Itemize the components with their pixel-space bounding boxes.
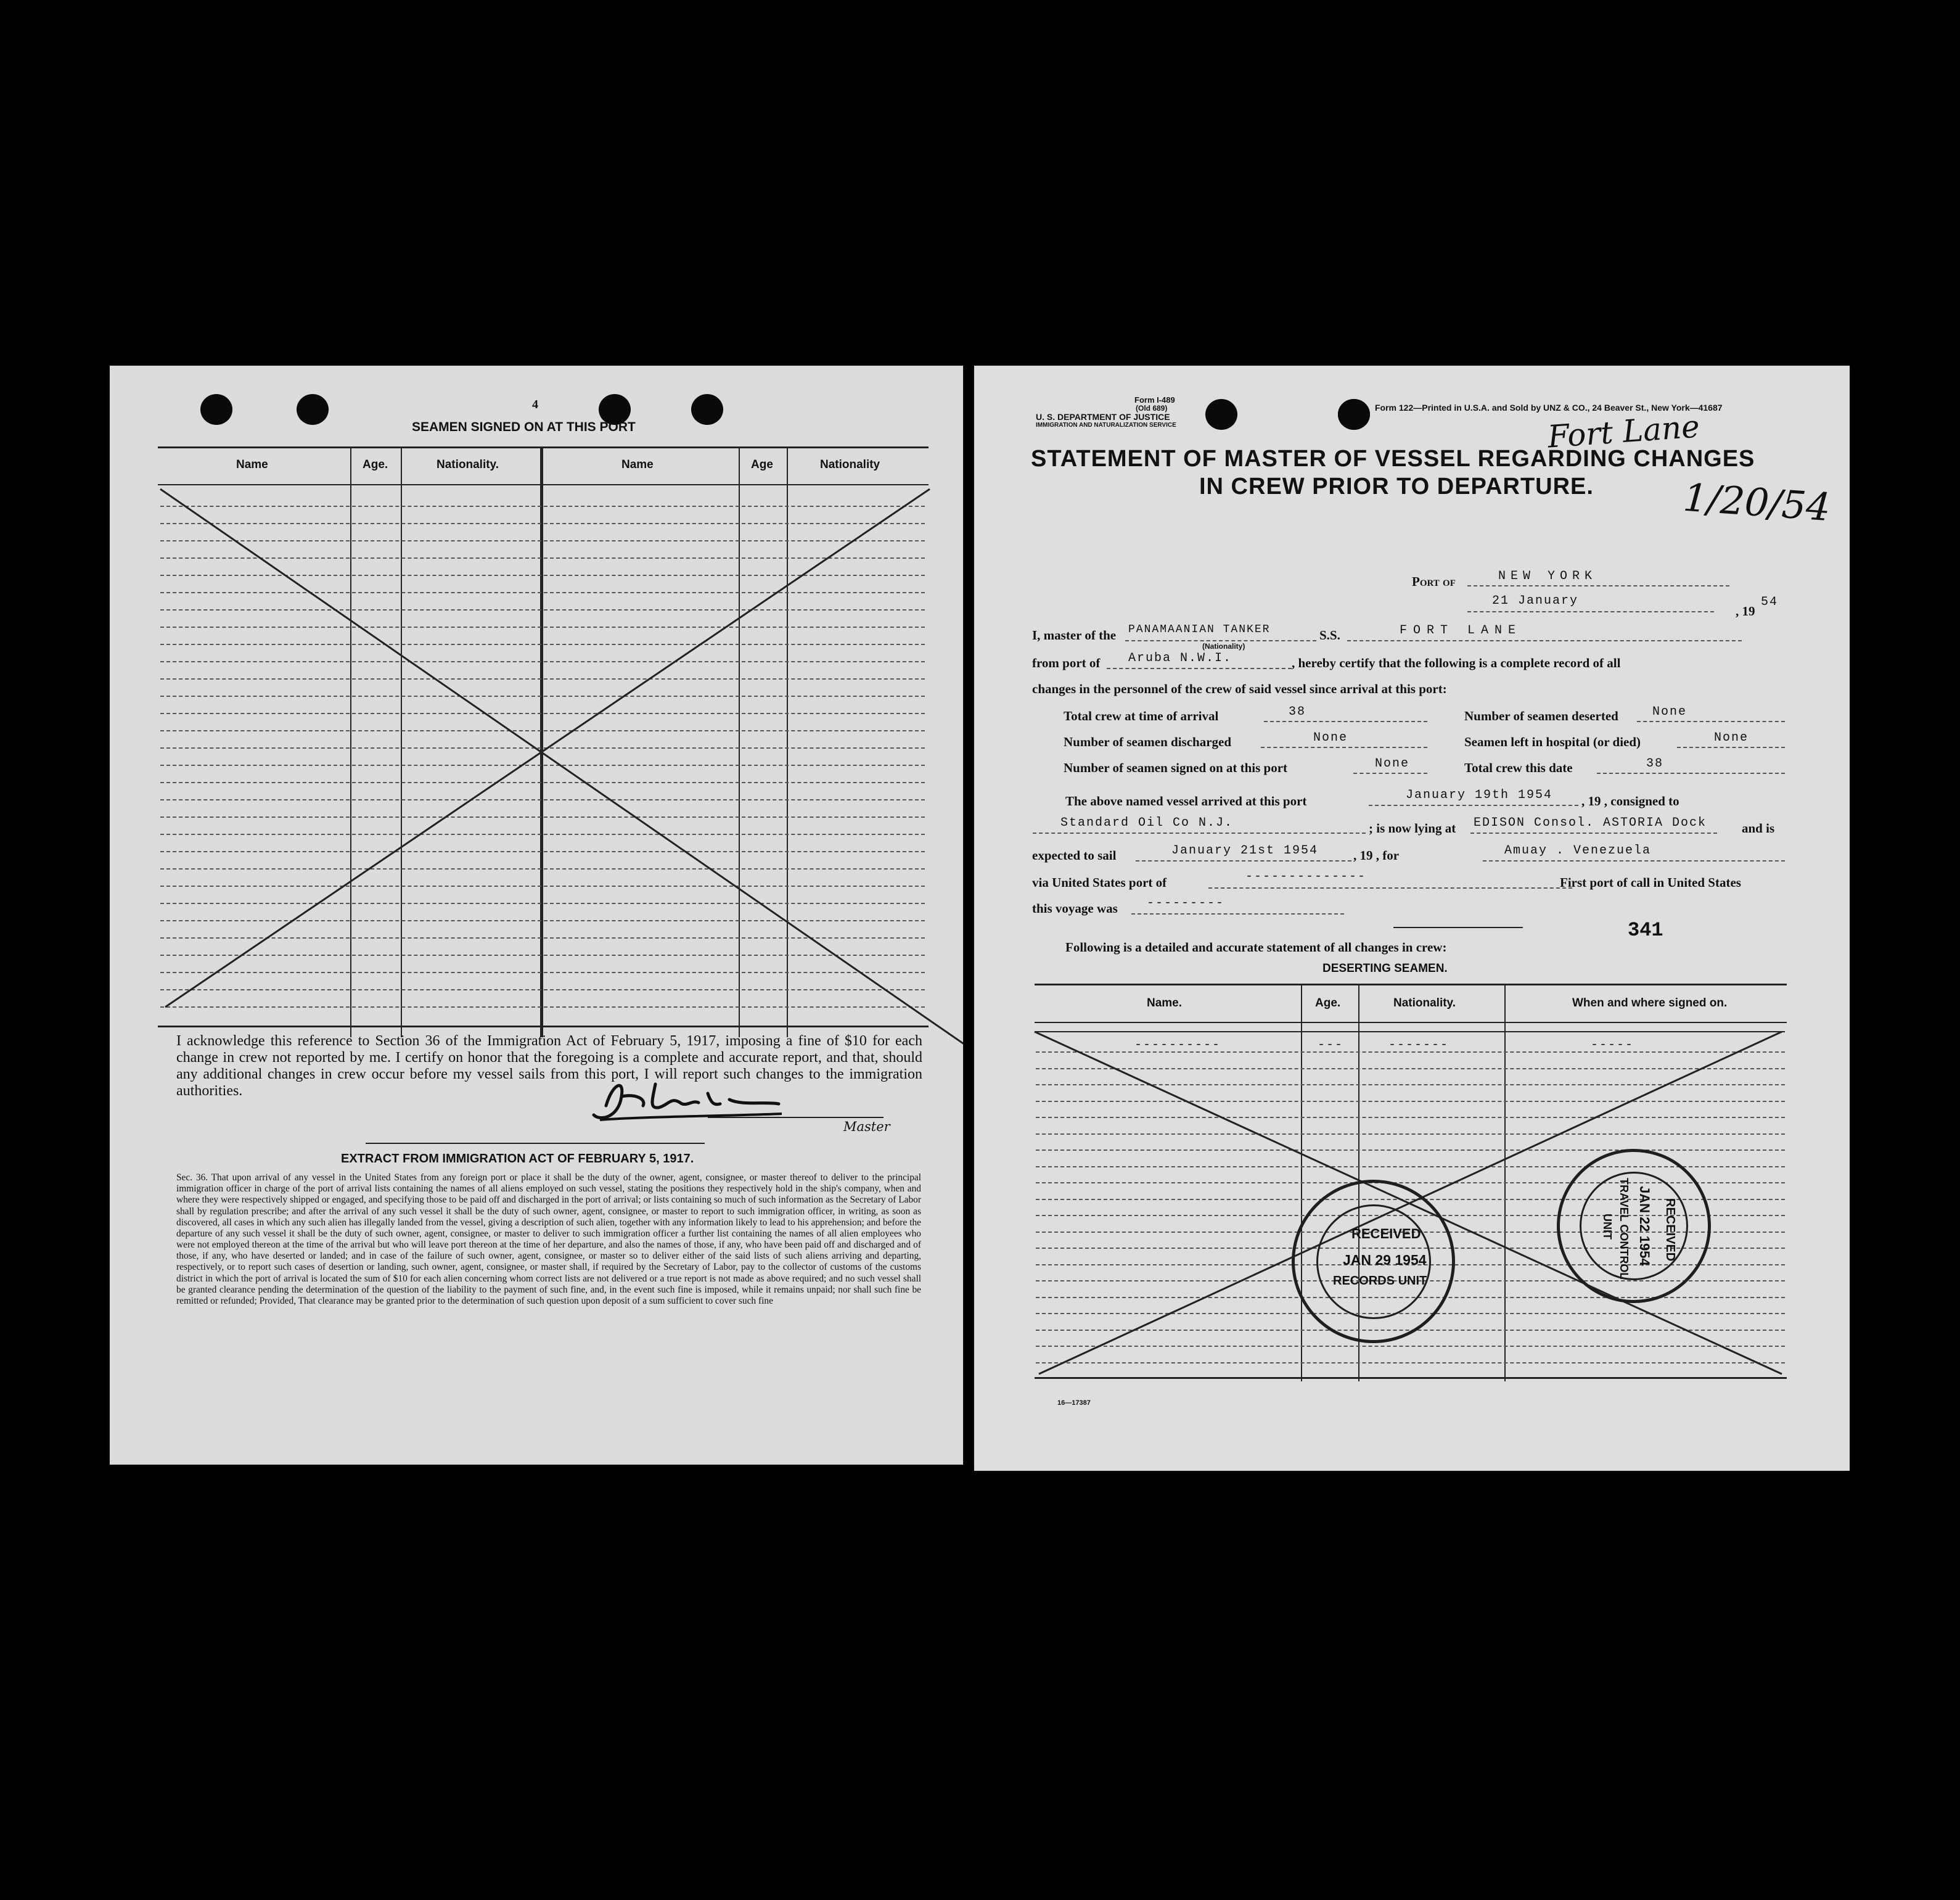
certify-text: , hereby certify that the following is a complete record of all [1292, 656, 1621, 670]
travel-control-stamp [1557, 1149, 1711, 1303]
lying-label: ; is now lying at [1369, 821, 1456, 836]
destination-value: Amuay . Venezuela [1504, 844, 1652, 858]
extract-text: Sec. 36. That upon arrival of any vessel in the United States from any foreign port or place it shall be the duty of the owner, agent, consignee, or master thereof to deliver to the principal immigration officer in charge of the port of arrival lists containing the names of all aliens employed on such vessel, stating the positions they respectively hold in the ship's company, when and where they were respectively shipped or engaged, and specifying those to be paid off and discharged in the port of arrival; or lists containing so much of such information as the Secretary of Labor shall by regulation prescribe; and after the arrival of any such vessel it shall be the duty of such owner, agent, consignee, or master to report to such immigration officer, in writing, as soon as discovered, all cases in which any such alien has illegally landed from the vessel, giving a description of such alien, together with any information likely to lead to his apprehension; and before the departure of any such vessel it shall be the duty of such owner, agent, consignee, or master to deliver to such immigration officer a further list containing the names of all alien employees who were not employed thereon at the time of the arrival but who will leave port thereon at the time of her departure, and also the names of those, if any, who have been paid off and discharged and of those, if any, who have deserted or landed; and in case of the failure of such owner, agent, consignee, or master so to deliver either of the said lists of such aliens arriving and departing, respectively, or to report such cases of desertion or landing, such owner, agent, consignee, or master shall, if required by the Secretary of Labor, pay to the collector of customs of the customs district in which the port of arrival is located the sum of $10 for each alien concerning whom correct lists are not delivered or a true report is not made as above required; and no such vessel shall be granted clearance pending the determination of the question of the liability to the payment of such fine, and, in the event such fine is imposed, while it remains unpaid; nor shall such fine be remitted or refunded; Provided, That clearance may be granted prior to the determination of such question upon deposit of a sum sufficient to cover such fine [176, 1172, 921, 1306]
voyage-label: this voyage was [1032, 901, 1118, 916]
received-stamp [1292, 1180, 1455, 1343]
voyage-value: --------- [1147, 896, 1225, 910]
printer-note: Form 122—Printed in U.S.A. and Sold by UNZ & CO., 24 Beaver St., New York—41687 [1375, 403, 1723, 413]
column-header: Age. [363, 458, 388, 471]
stamp-unit: TRAVEL CONTROL [1618, 1178, 1630, 1280]
form-title-line2: IN CREW PRIOR TO DEPARTURE. [1199, 474, 1594, 500]
column-header: Age [751, 458, 773, 471]
nationality-value: PANAMAANIAN TANKER [1128, 623, 1271, 636]
page-number: 4 [532, 398, 538, 411]
via-label: via United States port of [1032, 875, 1167, 890]
form-title-line1: STATEMENT OF MASTER OF VESSEL REGARDING CHANGES [1031, 446, 1755, 472]
arrived-label: The above named vessel arrived at this port [1065, 794, 1307, 808]
year-value: 54 [1761, 595, 1779, 609]
left-page [110, 366, 963, 1465]
master-label: Master [843, 1119, 890, 1134]
table-title: SEAMEN SIGNED ON AT THIS PORT [412, 420, 636, 434]
discharged-value: None [1313, 731, 1348, 745]
expected-value: January 21st 1954 [1171, 844, 1319, 858]
stamp-unit: RECORDS UNIT [1333, 1274, 1427, 1288]
form-old: (Old 689) [1136, 404, 1168, 413]
first-port-label: First port of call in United States [1560, 875, 1741, 890]
hospital-value: None [1714, 731, 1749, 745]
deserted-label: Number of seamen deserted [1464, 709, 1618, 723]
port-label: Port of [1412, 574, 1456, 589]
form-code: 16—17387 [1057, 1399, 1091, 1407]
via-value: -------------- [1245, 870, 1367, 884]
changes-text: changes in the personnel of the crew of said vessel since arrival at this port: [1032, 681, 1447, 696]
column-header: Nationality. [437, 458, 499, 471]
department: U. S. DEPARTMENT OF JUSTICE [1036, 412, 1170, 422]
service: IMMIGRATION AND NATURALIZATION SERVICE [1036, 422, 1176, 429]
discharged-label: Number of seamen discharged [1064, 734, 1232, 749]
right-page [974, 366, 1850, 1471]
lying-suffix: and is [1742, 821, 1775, 836]
table-cell: ----- [1591, 1038, 1634, 1052]
nationality-caption: (Nationality) [1202, 642, 1245, 651]
table-cell: --- [1318, 1038, 1344, 1052]
column-header: When and where signed on. [1572, 997, 1728, 1010]
year-prefix: , 19 [1736, 604, 1755, 619]
table-bottom-rule [158, 1026, 929, 1027]
date-value: 21 January [1492, 594, 1579, 608]
expected-label: expected to sail [1032, 848, 1117, 863]
acknowledgment-text: I acknowledge this reference to Section 36 of the Immigration Act of February 5, 1917, imposing a fine of $10 for each change in crew not reported by me. I certify on honor that the foregoing is a complete and accurate report, and that, should any additional changes in crew occur before my vessel sails from this port, I will report such changes to the immigration authorities. [176, 1033, 922, 1099]
table-cell: ------- [1388, 1038, 1449, 1052]
signed-on-label: Number of seamen signed on at this port [1064, 760, 1288, 775]
total-crew-arrival-value: 38 [1289, 705, 1306, 719]
arrived-value: January 19th 1954 [1406, 788, 1553, 802]
handwritten-date: 1/20/54 [1681, 474, 1832, 530]
column-header: Name. [1147, 997, 1183, 1010]
extract-title: EXTRACT FROM IMMIGRATION ACT OF FEBRUARY 5, 1917. [341, 1152, 694, 1166]
handwritten-number: 341 [1628, 919, 1663, 942]
port-value: NEW YORK [1498, 569, 1597, 583]
section-divider [366, 1143, 705, 1144]
column-header: Age. [1315, 997, 1341, 1010]
column-header: Nationality [820, 458, 880, 471]
stamp-date: JAN 29 1954 [1343, 1252, 1427, 1268]
signed-on-value: None [1375, 757, 1410, 771]
form-number: Form I-489 [1134, 395, 1175, 405]
master-signature [588, 1072, 785, 1127]
from-port-label: from port of [1032, 656, 1101, 670]
table-bottom-rule [1035, 1377, 1787, 1379]
stamp-text: RECEIVED [1663, 1198, 1677, 1262]
from-port-value: Aruba N.W.I. [1128, 651, 1232, 665]
hospital-label: Seamen left in hospital (or died) [1464, 734, 1641, 749]
consignee-value: Standard Oil Co N.J. [1060, 816, 1234, 830]
signature-line [708, 1117, 884, 1118]
table-cell: ---------- [1134, 1038, 1221, 1052]
stamp-date: JAN 22 1954 [1637, 1186, 1652, 1266]
deserted-value: None [1652, 705, 1687, 719]
column-header: Nationality. [1393, 997, 1456, 1010]
handwritten-vessel-name: Fort Lane [1546, 408, 1701, 455]
following-text: Following is a detailed and accurate statement of all changes in crew: [1065, 940, 1447, 955]
stamp-text: RECEIVED [1351, 1226, 1421, 1241]
consigned-suffix: , 19 , consigned to [1581, 794, 1679, 808]
stamp-unit: UNIT [1601, 1214, 1614, 1240]
master-of-label: I, master of the [1032, 628, 1117, 643]
column-header: Name [236, 458, 268, 471]
expected-mid: , 19 , for [1353, 848, 1400, 863]
column-header: Name [621, 458, 654, 471]
total-crew-arrival-label: Total crew at time of arrival [1064, 709, 1219, 723]
total-crew-date-label: Total crew this date [1464, 760, 1573, 775]
ss-label: S.S. [1319, 628, 1340, 643]
lying-value: EDISON Consol. ASTORIA Dock [1474, 816, 1707, 830]
total-crew-date-value: 38 [1646, 757, 1664, 771]
deserting-title: DESERTING SEAMEN. [1322, 962, 1448, 975]
vessel-name: FORT LANE [1400, 623, 1522, 638]
